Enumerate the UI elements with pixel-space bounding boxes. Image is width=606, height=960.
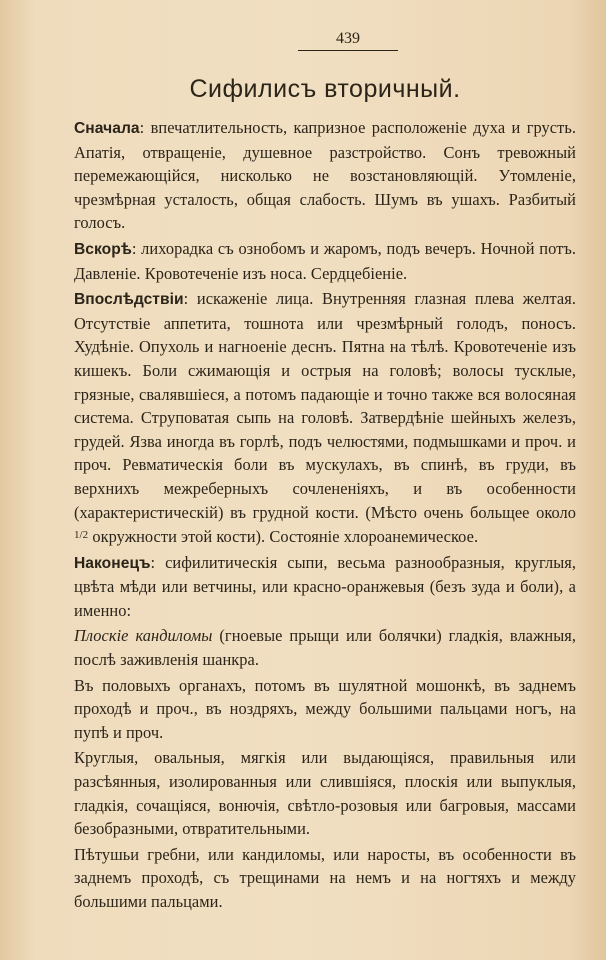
text-line: Въ половыхъ органахъ, потомъ въ шулятной мошонкѣ, въ bbox=[74, 675, 511, 695]
text-line: ристическiй) въ грудной кости. (Мѣсто очень больщее около bbox=[132, 502, 576, 522]
paragraph-finally bbox=[74, 551, 576, 623]
text-line: щiе и точно также вся волосяная система. Струповатая сыпь bbox=[74, 384, 576, 428]
text-line: и грусть. Апатiя, отвращенiе, душевное разстройство. Сонъ bbox=[74, 118, 576, 162]
text-line: Ночной потъ. Давленiе. Кровотеченiе изъ носа. Сердцебiенiе. bbox=[74, 238, 576, 283]
page-title: Сифилисъ вторичный. bbox=[189, 75, 461, 103]
text-line: нихъ межреберныхъ сочлененiяхъ, и въ особенности (характе bbox=[74, 478, 576, 522]
text-line: багровыя, массами безобразными, отвратительными. bbox=[74, 795, 576, 839]
paragraph-onset bbox=[74, 116, 576, 235]
text-line: влажныя, послѣ заживленiя шанкра. bbox=[74, 626, 576, 670]
text-line: въ горлѣ, подъ челюстями, подмышками и проч. и проч. Рев bbox=[74, 431, 576, 475]
subparagraph-crests bbox=[74, 843, 576, 914]
paragraph-lead: Сначала bbox=[74, 120, 140, 137]
text-line: (гноевые прыщи или болячки) гладкiя, bbox=[212, 626, 503, 646]
text-line: выпуклыя, гладкiя, сочащiяся, вонючiя, свѣтло-розовыя или bbox=[74, 772, 576, 815]
text-line: Пѣтушьи гребни, или кандиломы, или наросты, въ особен bbox=[74, 844, 512, 864]
text-line: : лихорадка съ ознобомъ и жаромъ, подъ вечеръ. bbox=[131, 238, 476, 258]
text-line: цами ногъ, на пупѣ и проч. bbox=[74, 699, 576, 742]
text-line: матическiя боли въ мускулахъ, въ спинѣ, въ груди, въ верх bbox=[74, 455, 577, 498]
text-line: ности въ заднемъ проходѣ, съ трещинами на немъ и на ног bbox=[74, 844, 577, 888]
text-line: : впечатлительность, капризное расположенiе духа bbox=[139, 118, 506, 137]
text-line: ловѣ; волосы тусклые, грязные, свалявшiеся, а потомъ падаю bbox=[74, 360, 576, 404]
text-line: зуда и боли), а именно: bbox=[74, 577, 576, 620]
text-line: поносъ. Худѣнiе. Опухоль и нагноенiе деснъ. Пятна на тѣлѣ. bbox=[74, 313, 576, 357]
main-text bbox=[74, 116, 576, 914]
text-line: тяхъ и между большими пальцами. bbox=[74, 868, 576, 911]
text-line: на головѣ. Затвердѣнiе шейныхъ железъ, грудей. Язва иногда bbox=[74, 408, 576, 451]
text-line: : сифилитическiя сыпи, весьма разнообразныя, круг bbox=[150, 552, 545, 572]
subparagraph-locations bbox=[74, 674, 576, 745]
page-number: 439 bbox=[298, 30, 398, 51]
paragraph-lead: Вскорѣ bbox=[74, 240, 132, 258]
text-line: Круглыя, овальныя, мягкiя или выдающiяся, правильныя bbox=[74, 748, 535, 768]
paragraph-soon bbox=[74, 237, 576, 285]
text-line: : искаженiе лица. Внутренняя глазная плева bbox=[183, 289, 515, 309]
text-line: Утомленiе, чрезмѣрная усталость, общая слабость. Шумъ въ bbox=[74, 166, 576, 209]
subparagraph-condylomas bbox=[74, 624, 576, 671]
text-line: желтая. Отсутствiе аппетита, тошнота или чрезмѣрный голодъ, bbox=[74, 289, 576, 333]
text-line: окружности этой кости). Состоянiе хлороанемическое. bbox=[92, 527, 479, 547]
text-line: ушахъ. Разбитый голосъ. bbox=[74, 189, 576, 233]
text-line: лыя, цвѣта мѣди или ветчины, или красно-оранжевыя (безъ bbox=[74, 552, 576, 597]
fraction: 1/2 bbox=[74, 529, 89, 542]
italic-term: Плоскiе кандиломы bbox=[74, 626, 213, 646]
subparagraph-shapes bbox=[74, 746, 576, 840]
text-line: заднемъ проходѣ и проч., въ ноздряхъ, между большими паль bbox=[74, 675, 576, 719]
paragraph-later bbox=[74, 287, 576, 549]
paragraph-lead: Впослѣдствiи bbox=[74, 291, 184, 309]
text-line: тревожный перемежающiйся, нисколько не возстановляющiй. bbox=[74, 142, 576, 186]
text-line: или разсѣянныя, изолированныя или слившiяся, плоскiя или bbox=[74, 748, 576, 792]
text-line: Кровотеченiе изъ кишекъ. Боли сжимающiя и острыя на го bbox=[74, 337, 576, 380]
paragraph-lead: Наконецъ bbox=[74, 554, 151, 572]
